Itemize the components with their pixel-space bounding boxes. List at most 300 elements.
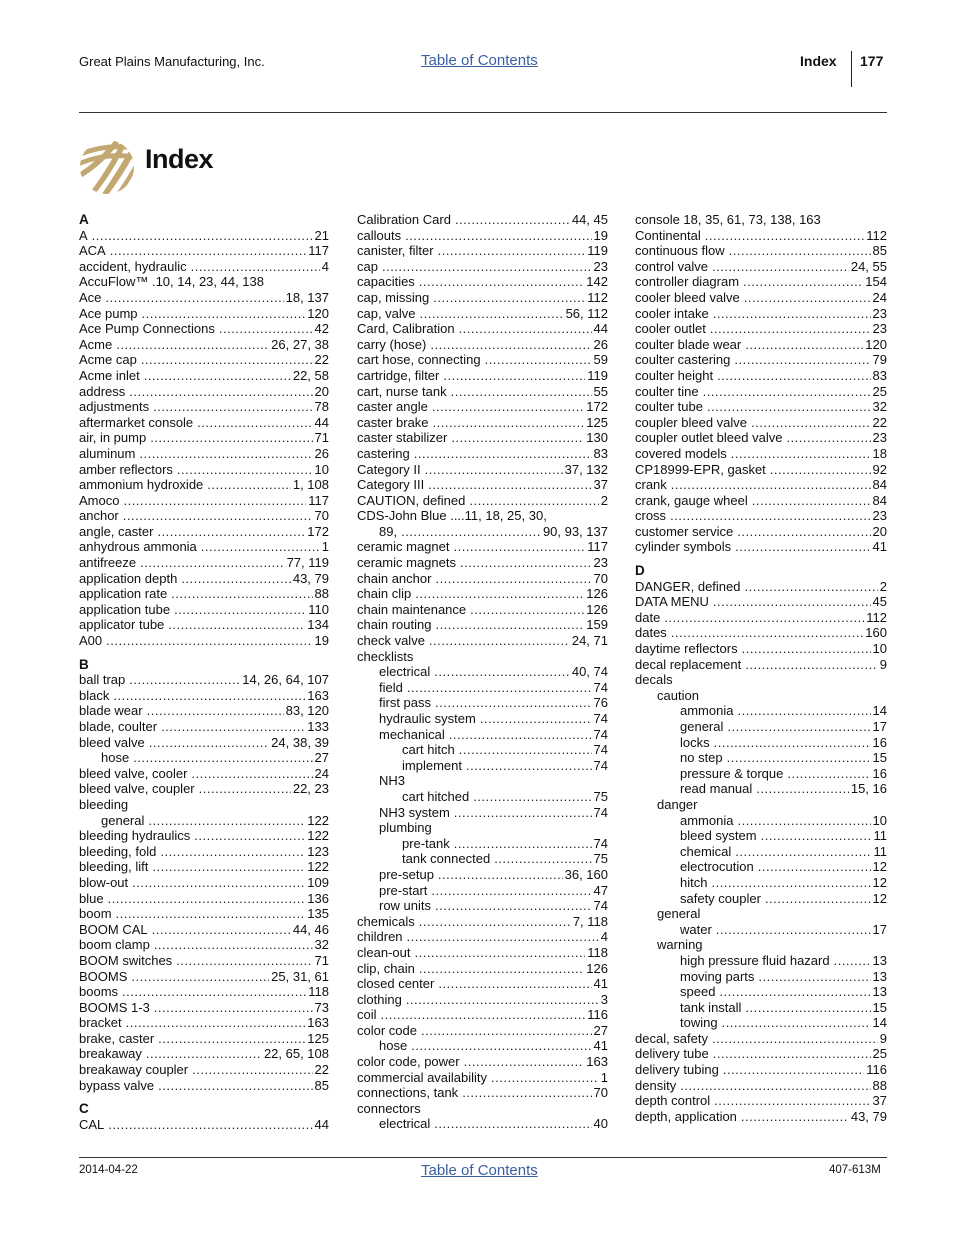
index-entry xyxy=(79,672,329,688)
index-term: coulter height xyxy=(635,367,714,383)
page-title: Index xyxy=(145,144,214,174)
index-page-refs: 37 xyxy=(593,477,608,493)
index-entry xyxy=(79,555,329,571)
dot-leader xyxy=(434,664,570,680)
index-entry xyxy=(635,891,887,907)
dot-leader xyxy=(133,750,312,766)
index-page-refs: 71 xyxy=(314,430,329,446)
dot-leader xyxy=(705,228,864,244)
index-term: check valve xyxy=(357,633,425,649)
index-entry xyxy=(357,883,608,899)
index-page-refs: 163 xyxy=(586,1054,608,1070)
header-toc-link[interactable]: Table of Contents xyxy=(421,52,538,69)
index-term: bleeding, fold xyxy=(79,843,157,859)
index-term: ceramic magnets xyxy=(357,555,456,571)
index-term: coupler bleed valve xyxy=(635,414,748,430)
dot-leader xyxy=(108,891,306,907)
index-entry xyxy=(79,703,329,719)
index-page-refs: 117 xyxy=(308,243,329,259)
dot-leader xyxy=(713,594,871,610)
index-entry xyxy=(635,657,887,673)
dot-leader xyxy=(431,883,591,899)
index-entry xyxy=(79,633,329,649)
index-page-refs: 116 xyxy=(587,1007,608,1023)
index-term: cooler intake xyxy=(635,305,709,321)
index-term: chemical xyxy=(680,843,732,859)
index-term: children xyxy=(357,929,403,945)
index-entry xyxy=(79,875,329,891)
index-entry xyxy=(357,508,608,524)
index-term: Acme cap xyxy=(79,352,137,368)
index-entry xyxy=(635,539,887,555)
index-page-refs: 18, 137 xyxy=(285,289,329,305)
dot-leader xyxy=(460,555,592,571)
index-term: cartridge, filter xyxy=(357,367,440,383)
index-page-refs: 37 xyxy=(872,1093,887,1109)
index-entry xyxy=(635,524,887,540)
index-term: A00 xyxy=(79,633,103,649)
index-entry xyxy=(635,688,887,704)
dot-leader xyxy=(787,766,870,782)
dot-leader xyxy=(415,586,584,602)
dot-leader xyxy=(711,875,870,891)
index-page-refs: 22 xyxy=(314,352,329,368)
index-page-refs: 120 xyxy=(307,305,329,321)
index-term: caster angle xyxy=(357,399,428,415)
index-entry xyxy=(357,539,608,555)
dot-leader xyxy=(419,961,584,977)
dot-leader xyxy=(219,321,313,337)
index-entry xyxy=(79,1117,329,1133)
index-term: ball trap xyxy=(79,672,126,688)
index-term: console 18, 35, 61, 73, 138, 163 xyxy=(635,212,821,227)
index-term: speed xyxy=(680,984,716,1000)
index-entry xyxy=(635,274,887,290)
index-entry xyxy=(79,688,329,704)
dot-leader xyxy=(201,539,320,555)
index-page-refs: 133 xyxy=(307,719,329,734)
index-page-refs: 123 xyxy=(307,843,329,859)
index-entry xyxy=(635,446,887,462)
footer-toc-link[interactable]: Table of Contents xyxy=(421,1162,538,1179)
dot-leader xyxy=(144,368,291,384)
index-entry xyxy=(79,524,329,540)
index-term: controller diagram xyxy=(635,274,740,290)
dot-leader xyxy=(207,477,291,493)
index-term: chain anchor xyxy=(357,570,432,586)
dot-leader xyxy=(435,571,591,587)
dot-leader xyxy=(421,1023,592,1039)
index-entry xyxy=(79,906,329,922)
index-entry xyxy=(635,750,887,766)
dot-leader xyxy=(106,633,312,649)
index-term: Card, Calibration xyxy=(357,321,455,337)
index-page-refs: 1 xyxy=(321,539,329,555)
index-entry xyxy=(635,243,887,259)
index-page-refs: 32 xyxy=(872,399,887,415)
dot-leader xyxy=(758,859,871,875)
index-term: black xyxy=(79,687,110,703)
index-entry xyxy=(357,836,608,852)
index-page-refs: 15, 16 xyxy=(850,781,887,797)
index-page-refs: 130 xyxy=(586,430,608,446)
index-entry xyxy=(635,1000,887,1016)
index-term: anchor xyxy=(79,508,119,524)
index-page-refs: 23 xyxy=(872,508,887,524)
index-term: application depth xyxy=(79,570,178,586)
index-entry xyxy=(635,306,887,322)
header-divider xyxy=(851,51,852,87)
dot-leader xyxy=(419,914,571,930)
index-page-refs: 12 xyxy=(872,890,887,906)
index-term: read manual xyxy=(680,781,753,797)
index-term: CP18999-EPR, gasket xyxy=(635,461,766,477)
index-entry xyxy=(79,337,329,353)
index-term: decal replacement xyxy=(635,656,742,672)
dot-leader xyxy=(414,945,585,961)
index-entry xyxy=(357,1054,608,1070)
index-term: Category II xyxy=(357,461,421,477)
index-entry xyxy=(635,1046,887,1062)
index-term: ammonia xyxy=(680,812,734,828)
dot-leader xyxy=(737,813,870,829)
dot-leader xyxy=(191,766,312,782)
index-page-refs: 160 xyxy=(865,625,887,641)
dot-leader xyxy=(680,1078,870,1094)
index-term: mechanical xyxy=(379,726,445,742)
index-term: bleed system xyxy=(680,828,757,844)
index-entry xyxy=(357,633,608,649)
dot-leader xyxy=(745,337,863,353)
section-label: Index xyxy=(800,53,837,69)
dot-leader xyxy=(141,352,313,368)
index-term: Calibration Card xyxy=(357,212,451,227)
index-page-refs: 74 xyxy=(593,898,608,914)
index-entry xyxy=(357,945,608,961)
index-page-refs: 134 xyxy=(307,617,329,633)
index-term: coupler outlet bleed valve xyxy=(635,430,783,446)
index-entry xyxy=(357,711,608,727)
index-page-refs: 41 xyxy=(872,539,887,555)
dot-leader xyxy=(108,1117,312,1133)
index-entry xyxy=(79,228,329,244)
index-entry xyxy=(635,594,887,610)
dot-leader xyxy=(181,571,291,587)
index-entry xyxy=(79,617,329,633)
dot-leader xyxy=(438,243,586,259)
index-term: cart, nurse tank xyxy=(357,383,447,399)
index-term: accident, hydraulic xyxy=(79,258,187,274)
index-page-refs: 119 xyxy=(587,367,608,383)
index-term: cooler outlet xyxy=(635,321,706,337)
page-number: 177 xyxy=(860,53,884,69)
index-entry xyxy=(635,797,887,813)
index-page-refs: 16 xyxy=(872,734,887,750)
index-term: cylinder symbols xyxy=(635,539,732,555)
index-term: chain maintenance xyxy=(357,601,467,617)
index-page-refs: 44 xyxy=(314,414,329,430)
index-entry xyxy=(79,1046,329,1062)
index-entry xyxy=(357,243,608,259)
index-term: blade, coulter xyxy=(79,719,158,734)
index-term: clean-out xyxy=(357,944,411,960)
index-term: electrocution xyxy=(680,859,754,875)
index-term: no step xyxy=(680,750,723,766)
index-letter-heading: A xyxy=(79,212,89,227)
index-entry xyxy=(357,571,608,587)
dot-leader xyxy=(381,1007,586,1023)
index-term: A xyxy=(79,227,88,243)
dot-leader xyxy=(126,1015,306,1031)
dot-leader xyxy=(122,984,306,1000)
index-entry xyxy=(635,953,887,969)
index-term: bleed valve xyxy=(79,734,145,750)
index-entry xyxy=(635,735,887,751)
index-term: cross xyxy=(635,508,667,524)
index-entry xyxy=(357,695,608,711)
index-page-refs: 44, 45 xyxy=(571,212,608,227)
index-term: bypass valve xyxy=(79,1077,155,1093)
index-page-refs: 85 xyxy=(314,1077,329,1093)
index-term: castering xyxy=(357,445,410,461)
dot-leader xyxy=(428,477,591,493)
index-page-refs: 117 xyxy=(308,492,329,508)
index-entry xyxy=(357,680,608,696)
index-page-refs: 126 xyxy=(586,601,608,617)
dot-leader xyxy=(714,735,871,751)
index-page-refs: 44 xyxy=(314,1116,329,1132)
index-page-refs: 13 xyxy=(872,952,887,968)
dot-leader xyxy=(770,462,871,478)
index-entry xyxy=(357,929,608,945)
dot-leader xyxy=(406,992,599,1008)
index-entry xyxy=(635,625,887,641)
dot-leader xyxy=(453,539,585,555)
index-term: BOOM CAL xyxy=(79,921,148,937)
dot-leader xyxy=(451,430,584,446)
index-entry xyxy=(357,555,608,571)
index-entry xyxy=(357,228,608,244)
index-page-refs: 45 xyxy=(872,594,887,610)
index-entry xyxy=(79,446,329,462)
index-page-refs: 26 xyxy=(593,336,608,352)
index-term: coulter blade wear xyxy=(635,336,742,352)
index-page-refs: 83, 120 xyxy=(285,703,329,719)
index-term: date xyxy=(635,609,661,625)
index-entry xyxy=(357,1038,608,1054)
index-page-refs: 71 xyxy=(314,952,329,968)
dot-leader xyxy=(671,477,871,493)
index-entry xyxy=(79,844,329,860)
index-page-refs: 17 xyxy=(872,719,887,734)
index-term: decals xyxy=(635,672,673,688)
index-term: coulter castering xyxy=(635,352,731,368)
index-entry xyxy=(635,875,887,891)
index-page-refs: 172 xyxy=(586,399,608,415)
dot-leader xyxy=(438,867,563,883)
index-term: electrical xyxy=(379,664,431,680)
dot-leader xyxy=(735,844,871,860)
index-page-refs: 125 xyxy=(307,1030,329,1046)
dot-leader xyxy=(745,657,878,673)
index-entry xyxy=(635,1031,887,1047)
dot-leader xyxy=(727,750,871,766)
index-term: hitch xyxy=(680,874,708,890)
index-page-refs: 43, 79 xyxy=(292,570,329,586)
dot-leader xyxy=(712,259,849,275)
dot-leader xyxy=(741,1109,849,1125)
index-page-refs: 163 xyxy=(307,687,329,703)
index-page-refs: 15 xyxy=(872,750,887,766)
index-entry xyxy=(79,891,329,907)
index-page-refs: 23 xyxy=(872,321,887,337)
index-term: clothing xyxy=(357,991,402,1007)
index-term: hose xyxy=(379,1038,408,1054)
index-term: Continental xyxy=(635,227,701,243)
index-entry xyxy=(79,750,329,766)
index-entry xyxy=(635,337,887,353)
index-entry xyxy=(635,493,887,509)
great-plains-logo-icon xyxy=(79,139,135,195)
index-page-refs: 22, 58 xyxy=(292,367,329,383)
index-page-refs: 23 xyxy=(872,430,887,446)
index-page-refs: 118 xyxy=(308,984,329,1000)
index-page-refs: 1, 108 xyxy=(292,477,329,493)
dot-leader xyxy=(670,508,870,524)
index-entry xyxy=(79,828,329,844)
index-page-refs: 10 xyxy=(314,461,329,477)
index-page-refs: 17 xyxy=(872,921,887,937)
dot-leader xyxy=(491,1070,599,1086)
index-entry xyxy=(357,368,608,384)
index-page-refs: 125 xyxy=(586,414,608,430)
index-entry xyxy=(357,493,608,509)
index-page-refs: 23 xyxy=(593,258,608,274)
index-term: implement xyxy=(402,757,462,773)
index-page-refs: 74 xyxy=(593,835,608,851)
index-entry xyxy=(635,430,887,446)
index-term: DANGER, defined xyxy=(635,578,741,594)
index-term: closed center xyxy=(357,976,435,992)
index-term: chain routing xyxy=(357,617,432,633)
index-page-refs: 18 xyxy=(872,445,887,461)
index-page-refs: 11 xyxy=(873,843,887,859)
dot-leader xyxy=(438,976,591,992)
index-entry xyxy=(357,805,608,821)
index-page-refs: 83 xyxy=(872,367,887,383)
index-term: blade wear xyxy=(79,703,143,719)
index-page-refs: 1 xyxy=(600,1069,608,1085)
index-term: dates xyxy=(635,625,667,641)
index-entry xyxy=(357,290,608,306)
index-term: general xyxy=(101,812,145,828)
index-term: chemicals xyxy=(357,913,415,929)
index-page-refs: 112 xyxy=(866,227,887,243)
index-page-refs: 41 xyxy=(593,1038,608,1054)
index-entry xyxy=(357,586,608,602)
index-entry xyxy=(79,462,329,478)
index-term: warning xyxy=(657,937,703,953)
index-entry xyxy=(357,337,608,353)
dot-leader xyxy=(734,352,870,368)
index-term: color code, power xyxy=(357,1054,460,1070)
index-entry xyxy=(357,274,608,290)
index-entry xyxy=(635,508,887,524)
index-term: delivery tubing xyxy=(635,1062,719,1078)
index-page-refs: 23 xyxy=(593,555,608,571)
index-entry xyxy=(635,1078,887,1094)
index-page-refs: 7, 118 xyxy=(572,913,608,929)
dot-leader xyxy=(192,1062,312,1078)
index-page-refs: 120 xyxy=(865,336,887,352)
dot-leader xyxy=(454,836,592,852)
dot-leader xyxy=(731,446,871,462)
index-term: cap, valve xyxy=(357,305,416,321)
index-term: amber reflectors xyxy=(79,461,173,477)
dot-leader xyxy=(434,1116,591,1132)
index-term: bracket xyxy=(79,1015,122,1031)
index-term: hydraulic system xyxy=(379,711,476,726)
index-entry xyxy=(79,477,329,493)
index-entry xyxy=(357,259,608,275)
index-page-refs: 112 xyxy=(587,289,608,305)
index-entry xyxy=(635,969,887,985)
index-entry xyxy=(635,1062,887,1078)
index-term: bleed valve, coupler xyxy=(79,781,195,797)
dot-leader xyxy=(176,953,312,969)
index-term: coil xyxy=(357,1007,377,1023)
index-term: boom xyxy=(79,906,112,922)
index-page-refs: 44, 46 xyxy=(292,921,329,937)
index-page-refs: 23 xyxy=(872,305,887,321)
dot-leader xyxy=(751,415,871,431)
index-page-refs: 77, 119 xyxy=(286,555,329,571)
index-entry xyxy=(79,586,329,602)
index-entry xyxy=(79,953,329,969)
index-entry xyxy=(79,1015,329,1031)
dot-leader xyxy=(131,969,269,985)
index-term: ACA xyxy=(79,243,106,259)
index-term: water xyxy=(680,921,712,937)
index-entry xyxy=(635,1093,887,1109)
dot-leader xyxy=(664,610,864,626)
index-term: crank, gauge wheel xyxy=(635,492,748,508)
index-term: field xyxy=(379,679,403,695)
index-page-refs: 74 xyxy=(593,757,608,773)
index-term: blue xyxy=(79,890,104,906)
index-term: Ace xyxy=(79,289,102,305)
index-page-refs: 136 xyxy=(307,890,329,906)
index-term: anhydrous ammonia xyxy=(79,539,197,555)
index-term: cooler bleed valve xyxy=(635,289,740,305)
dot-leader xyxy=(123,493,306,509)
index-entry xyxy=(79,399,329,415)
index-entry xyxy=(79,274,329,290)
index-page-refs: 122 xyxy=(307,828,329,844)
index-page-refs: 78 xyxy=(314,399,329,415)
dot-leader xyxy=(449,727,592,743)
top-rule xyxy=(79,112,887,113)
index-page-refs: 37, 132 xyxy=(564,461,608,477)
index-term: carry (hose) xyxy=(357,336,427,352)
index-entry xyxy=(635,766,887,782)
dot-leader xyxy=(405,228,591,244)
index-term: ammonium hydroxide xyxy=(79,477,204,493)
index-entry xyxy=(79,306,329,322)
dot-leader xyxy=(834,953,871,969)
dot-leader xyxy=(142,306,306,322)
dot-leader xyxy=(435,695,592,711)
